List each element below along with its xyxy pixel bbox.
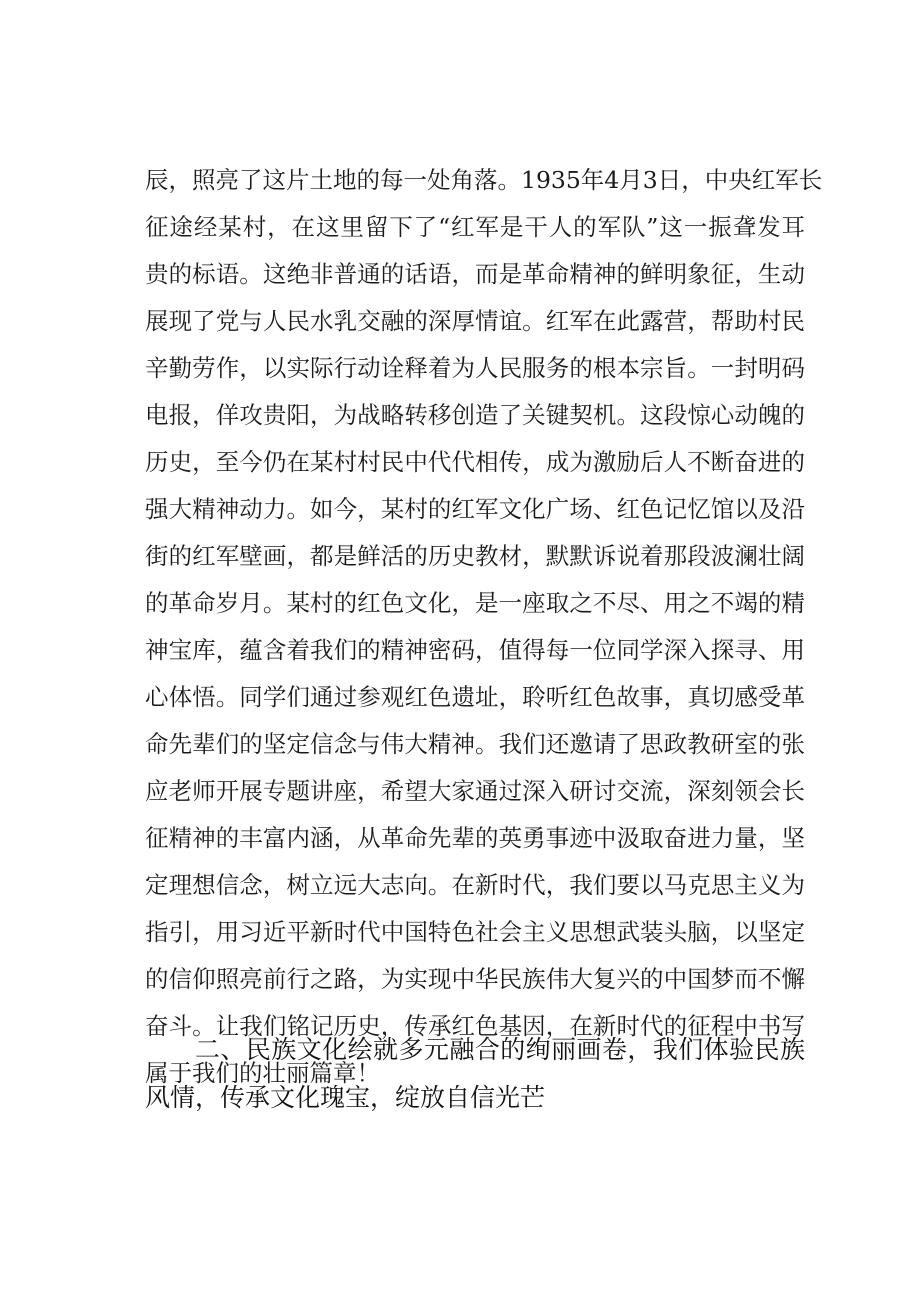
- paragraph-line: 征途经某村，在这里留下了“红军是干人的军队”这一振聋发耳: [145, 213, 805, 241]
- paragraph-line: 辛勤劳作，以实际行动诠释着为人民服务的根本宗旨。一封明码: [145, 354, 805, 382]
- paragraph-line: 街的红军壁画，都是鲜活的历史教材，默默诉说着那段波澜壮阔: [145, 542, 805, 570]
- paragraph-line: 奋斗。让我们铭记历史，传承红色基因，在新时代的征程中书写: [145, 1012, 805, 1040]
- paragraph-line: 贵的标语。这绝非普通的话语，而是革命精神的鲜明象征，生动: [145, 260, 805, 288]
- paragraph-line: 定理想信念，树立远大志向。在新时代，我们要以马克思主义为: [145, 871, 805, 899]
- paragraph-line: 的革命岁月。某村的红色文化，是一座取之不尽、用之不竭的精: [145, 589, 805, 617]
- body-paragraph: [145, 157, 823, 1097]
- paragraph-line: 指引，用习近平新时代中国特色社会主义思想武装头脑，以坚定: [145, 918, 805, 946]
- heading-line: 风情，传承文化瑰宝，绽放自信光芒: [145, 1083, 546, 1112]
- paragraph-line: 心体悟。同学们通过参观红色遗址，聆听红色故事，真切感受革: [145, 683, 805, 711]
- paragraph-line: 强大精神动力。如今，某村的红军文化广场、红色记忆馆以及沿: [145, 495, 805, 523]
- paragraph-line: 展现了党与人民水乳交融的深厚情谊。红军在此露营，帮助村民: [145, 307, 805, 335]
- paragraph-line: 辰，照亮了这片土地的每一处角落。1935年4月3日，中央红军长: [145, 166, 823, 194]
- paragraph-line: 的信仰照亮前行之路，为实现中华民族伟大复兴的中国梦而不懈: [145, 965, 805, 993]
- paragraph-line: 属于我们的壮丽篇章！: [145, 1059, 380, 1087]
- paragraph-line: 电报，佯攻贵阳，为战略转移创造了关键契机。这段惊心动魄的: [145, 401, 805, 429]
- paragraph-line: 征精神的丰富内涵，从革命先辈的英勇事迹中汲取奋进力量，坚: [145, 824, 805, 852]
- paragraph-line: 命先辈们的坚定信念与伟大精神。我们还邀请了思政教研室的张: [145, 730, 805, 758]
- paragraph-line: 历史，至今仍在某村村民中代代相传，成为激励后人不断奋进的: [145, 448, 805, 476]
- paragraph-line: 应老师开展专题讲座，希望大家通过深入研讨交流，深刻领会长: [145, 777, 805, 805]
- heading-line: 二、民族文化绘就多元融合的绚丽画卷，我们体验民族: [195, 1035, 805, 1064]
- section-heading: [145, 1026, 805, 1122]
- paragraph-line: 神宝库，蕴含着我们的精神密码，值得每一位同学深入探寻、用: [145, 636, 805, 664]
